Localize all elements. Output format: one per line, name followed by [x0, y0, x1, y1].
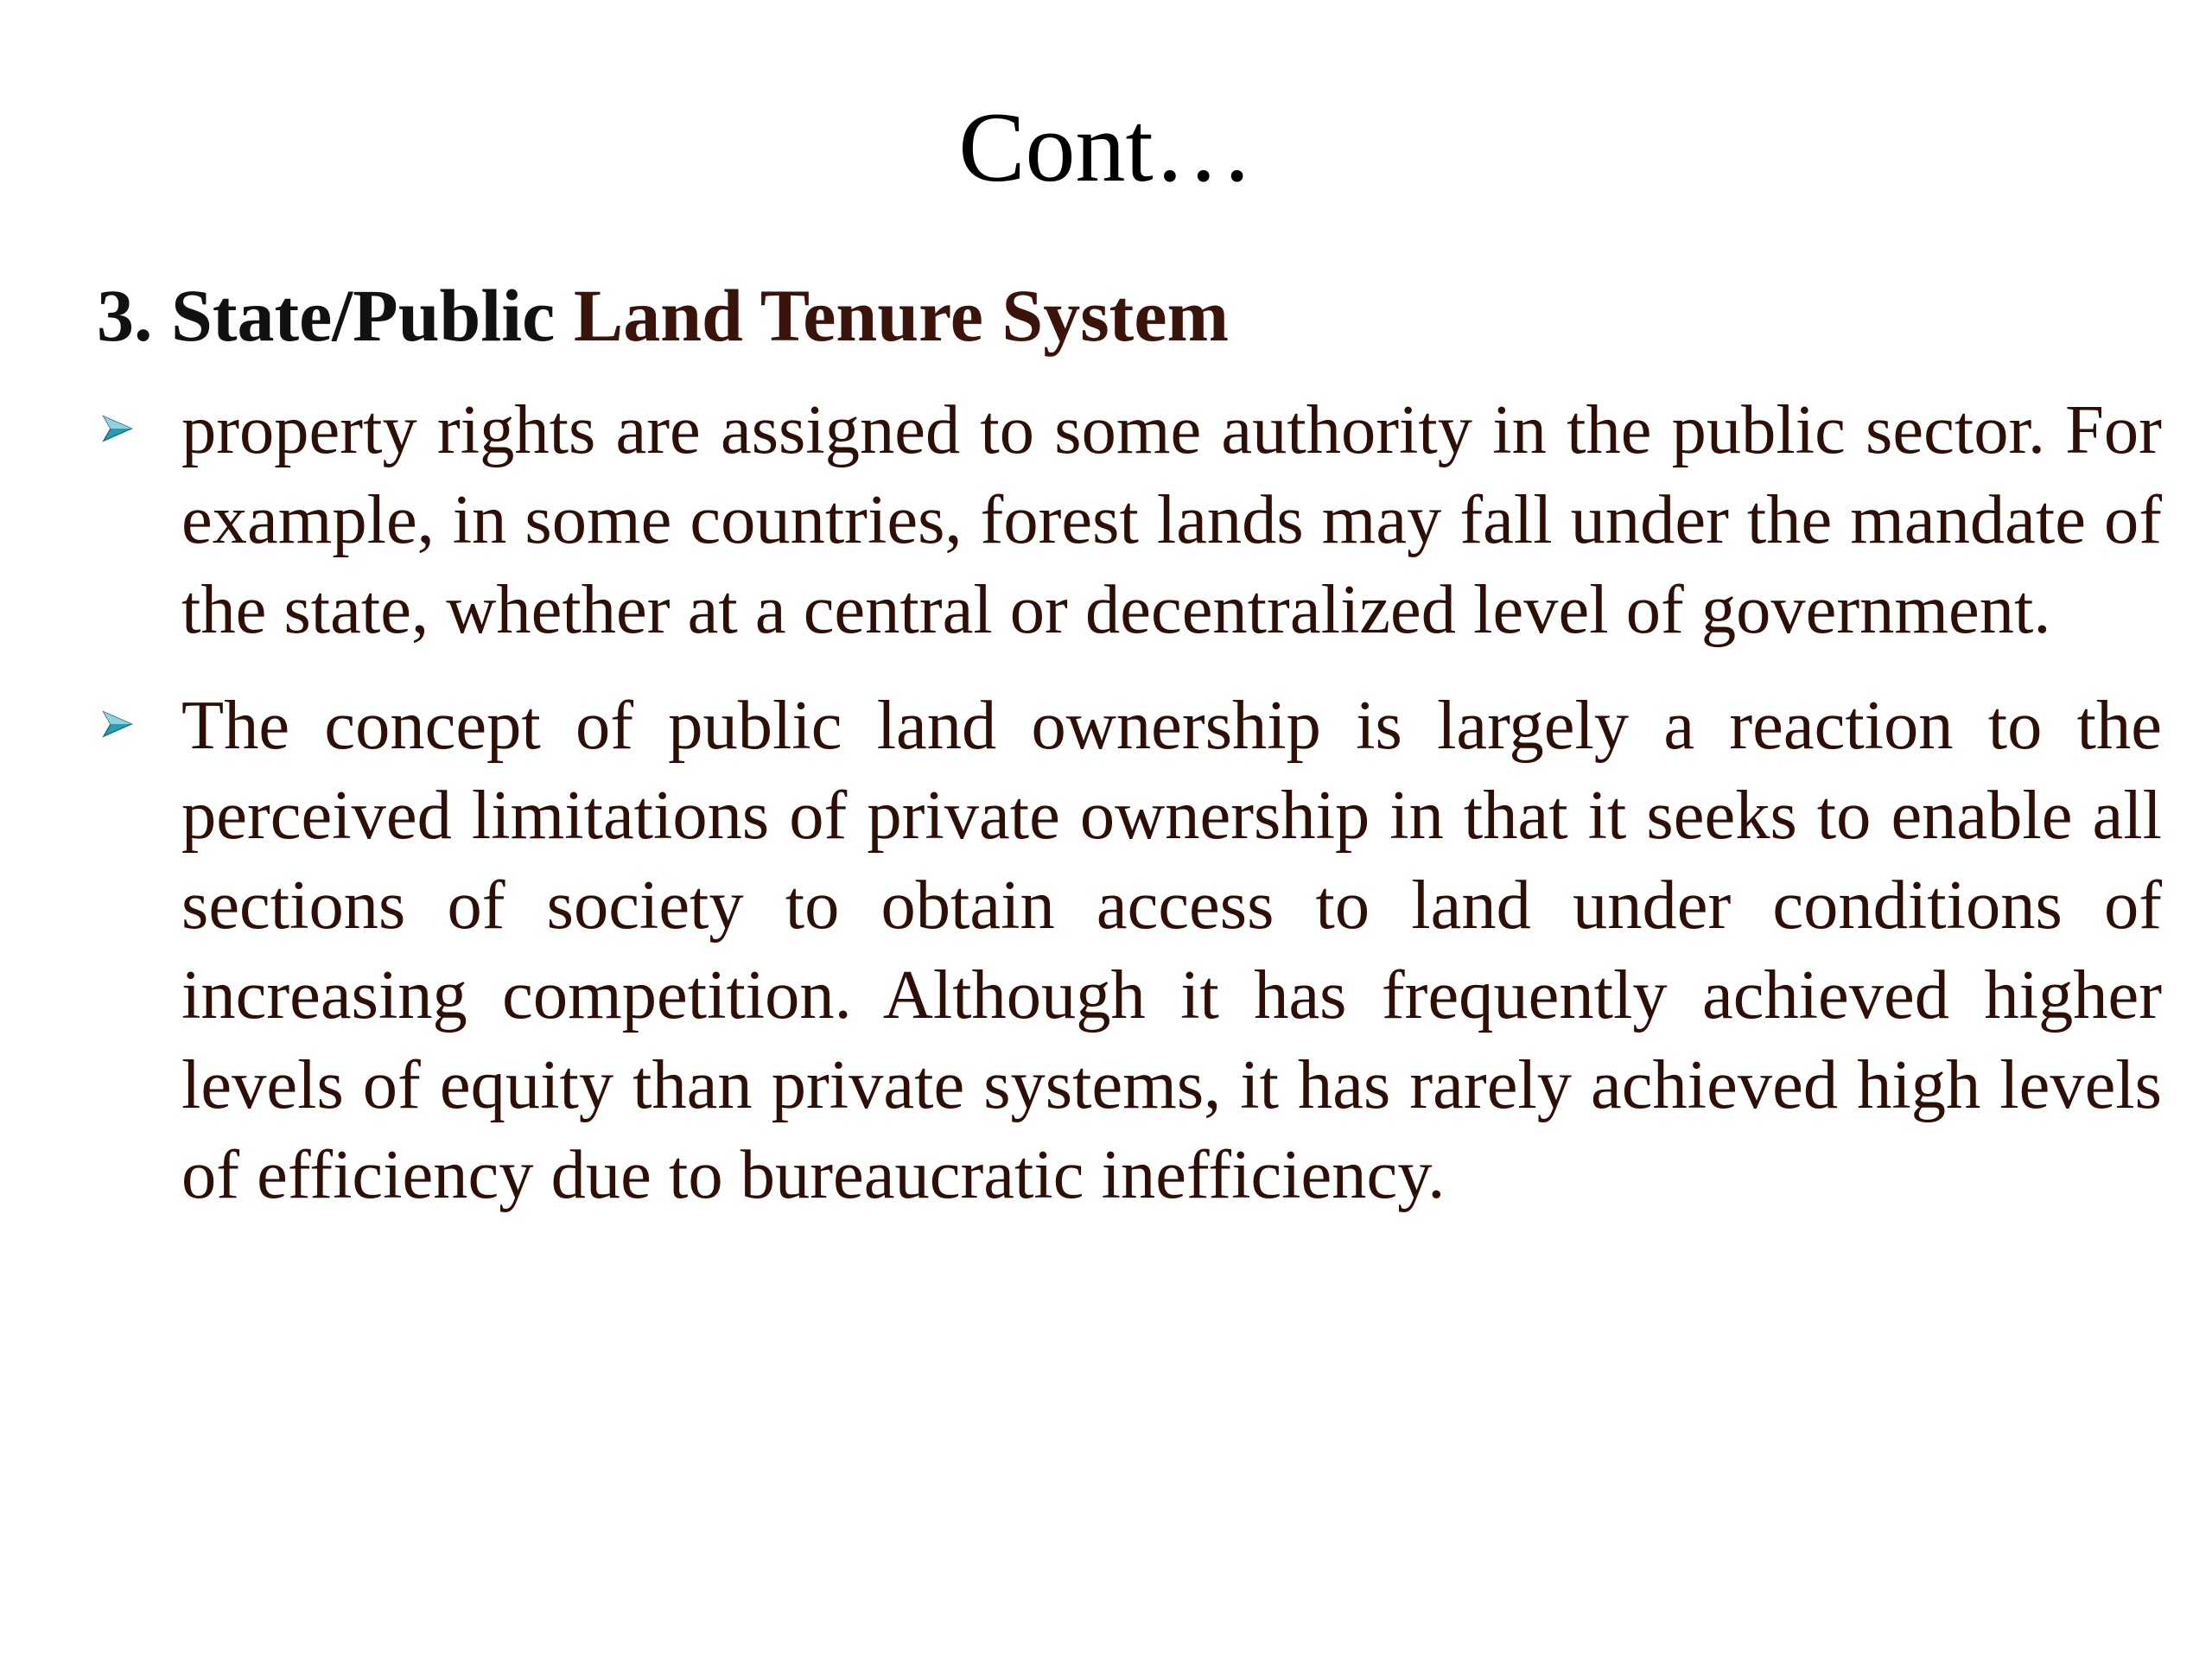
bullet-text: The concept of public land ownership is largely a reaction to the perceived limitations of private ownership in that it seeks to enable all sections of society to obtain access to land under conditions of increasing competition. Although it has frequently achieved higher levels of equity than private systems, it has rarely achieved high levels of efficiency due to bureaucratic inefficiency. — [181, 687, 2162, 1213]
arrow-bullet-icon — [100, 707, 135, 741]
section-heading-prefix: 3. State/Public — [97, 274, 574, 357]
slide-title: Cont… — [958, 92, 1254, 203]
bullet-text: property rights are assigned to some authority in the public sector. For example, in some countries, forest lands may fall under the mandate of the state, whether at a central or decentralized level of government. — [181, 391, 2162, 648]
bullet-list — [97, 385, 2162, 1246]
section-heading — [97, 273, 1229, 359]
bullet-item — [97, 385, 2162, 655]
section-heading-highlight: Land Tenure System — [573, 274, 1230, 357]
bullet-item — [97, 681, 2162, 1220]
arrow-bullet-icon — [100, 411, 135, 446]
